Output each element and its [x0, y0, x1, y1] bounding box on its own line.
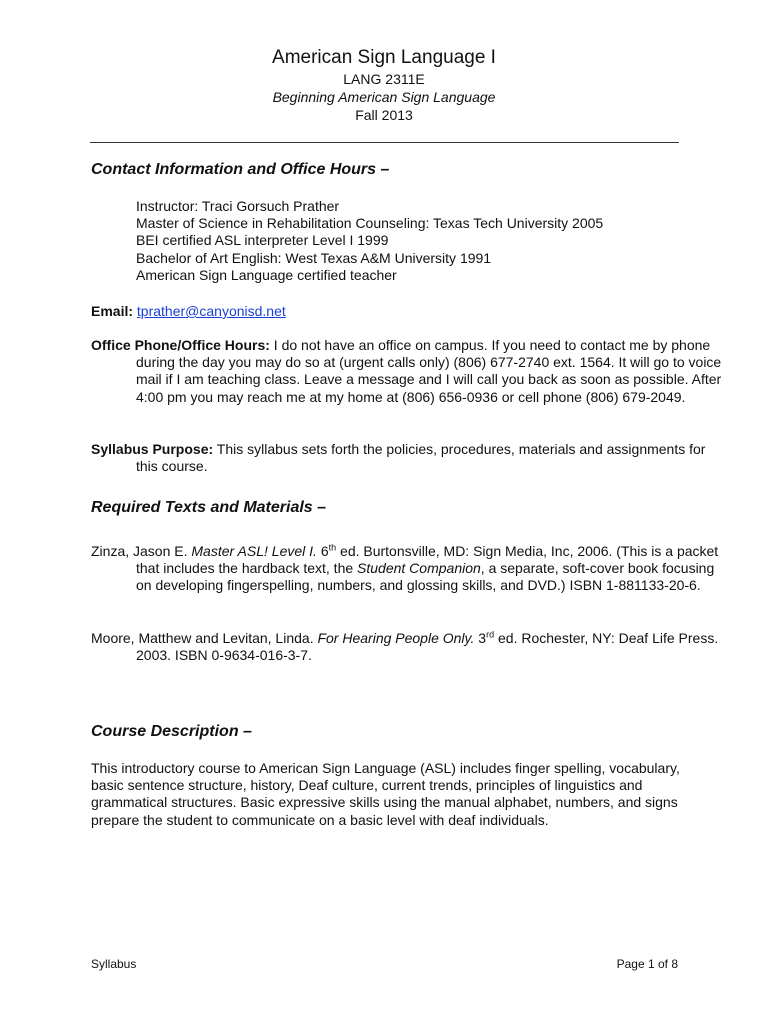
- citation-author: Zinza, Jason E.: [91, 543, 192, 559]
- citation-edition-suffix: rd: [486, 629, 495, 640]
- course-term: Fall 2013: [355, 107, 413, 123]
- email-line: [91, 303, 681, 320]
- citation-author: Moore, Matthew and Levitan, Linda.: [91, 630, 318, 646]
- credential-item: BEI certified ASL interpreter Level I 1999: [136, 232, 389, 249]
- citation-edition: 6: [316, 543, 329, 559]
- instructor-name: Traci Gorsuch Prather: [198, 198, 340, 214]
- office-text: I do not have an office on campus. If you need to contact me by phone during the day you may do so at (urgent calls only) (806) 677-2740 ext. 1564. It will go to voice mail if I am teaching class. Leave a message and I will call you back as soon as possible. After 4:00 pm you may reach me at my home at (806) 656-0936 or cell phone (806) 679-2049.: [136, 337, 722, 405]
- instructor-label: Instructor:: [136, 198, 199, 214]
- credential-item: Master of Science in Rehabilitation Counseling: Texas Tech University 2005: [136, 215, 604, 232]
- description-paragraph: This introductory course to American Sign Language (ASL) includes finger spelling, vocabulary, basic sentence structure, history, Deaf culture, current trends, principles of linguistics and grammatical structures. Basic expressive skills using the manual alphabet, numbers, and signs prepare the student to communicate on a basic level with deaf individuals.: [91, 760, 680, 828]
- citation-title: For Hearing People Only.: [317, 630, 475, 646]
- credential-item: American Sign Language certified teacher: [136, 266, 397, 283]
- course-subtitle: Beginning American Sign Language: [272, 89, 496, 105]
- instructor-info: [136, 198, 696, 284]
- citation-companion-title: Student Companion: [357, 560, 481, 577]
- citation-details: , a separate, soft-cover book focusing on developing fingerspelling, numbers, and glossing skills, and DVD.) ISBN 1-881133-20-6.: [136, 560, 715, 594]
- citation-edition-suffix: th: [328, 542, 337, 553]
- email-link[interactable]: tprather@canyonisd.net: [136, 303, 286, 319]
- text-citation-1: [91, 543, 726, 595]
- page-number: Page 1 of 8: [616, 957, 678, 971]
- contact-heading: Contact Information and Office Hours –: [91, 161, 390, 178]
- header-divider: [90, 142, 679, 143]
- instructor-line: [136, 198, 696, 215]
- texts-heading: Required Texts and Materials –: [91, 499, 327, 516]
- course-code: LANG 2311E: [343, 71, 425, 87]
- office-label: Office Phone/Office Hours:: [91, 337, 270, 353]
- citation-edition: 3: [474, 630, 487, 646]
- citation-details: ed. Rochester, NY: Deaf Life Press. 2003. ISBN 0-9634-016-3-7.: [136, 630, 719, 664]
- office-hours-paragraph: [91, 337, 726, 406]
- purpose-label: Syllabus Purpose:: [91, 441, 214, 457]
- citation-details: ed. Burtonsville, MD: Sign Media, Inc, 2006. (This is a packet that includes the hardback text, the: [136, 543, 719, 577]
- syllabus-purpose-paragraph: [91, 441, 726, 475]
- text-citation-2: [91, 630, 726, 664]
- citation-title: Master ASL! Level I.: [191, 543, 317, 559]
- email-label: Email:: [91, 303, 134, 319]
- document-title: American Sign Language I: [272, 47, 496, 68]
- credential-item: Bachelor of Art English: West Texas A&M University 1991: [136, 249, 492, 266]
- description-heading: Course Description –: [91, 723, 252, 740]
- document-header: [0, 46, 768, 124]
- purpose-text: This syllabus sets forth the policies, procedures, materials and assignments for this course.: [136, 441, 706, 475]
- footer-label: Syllabus: [91, 957, 137, 971]
